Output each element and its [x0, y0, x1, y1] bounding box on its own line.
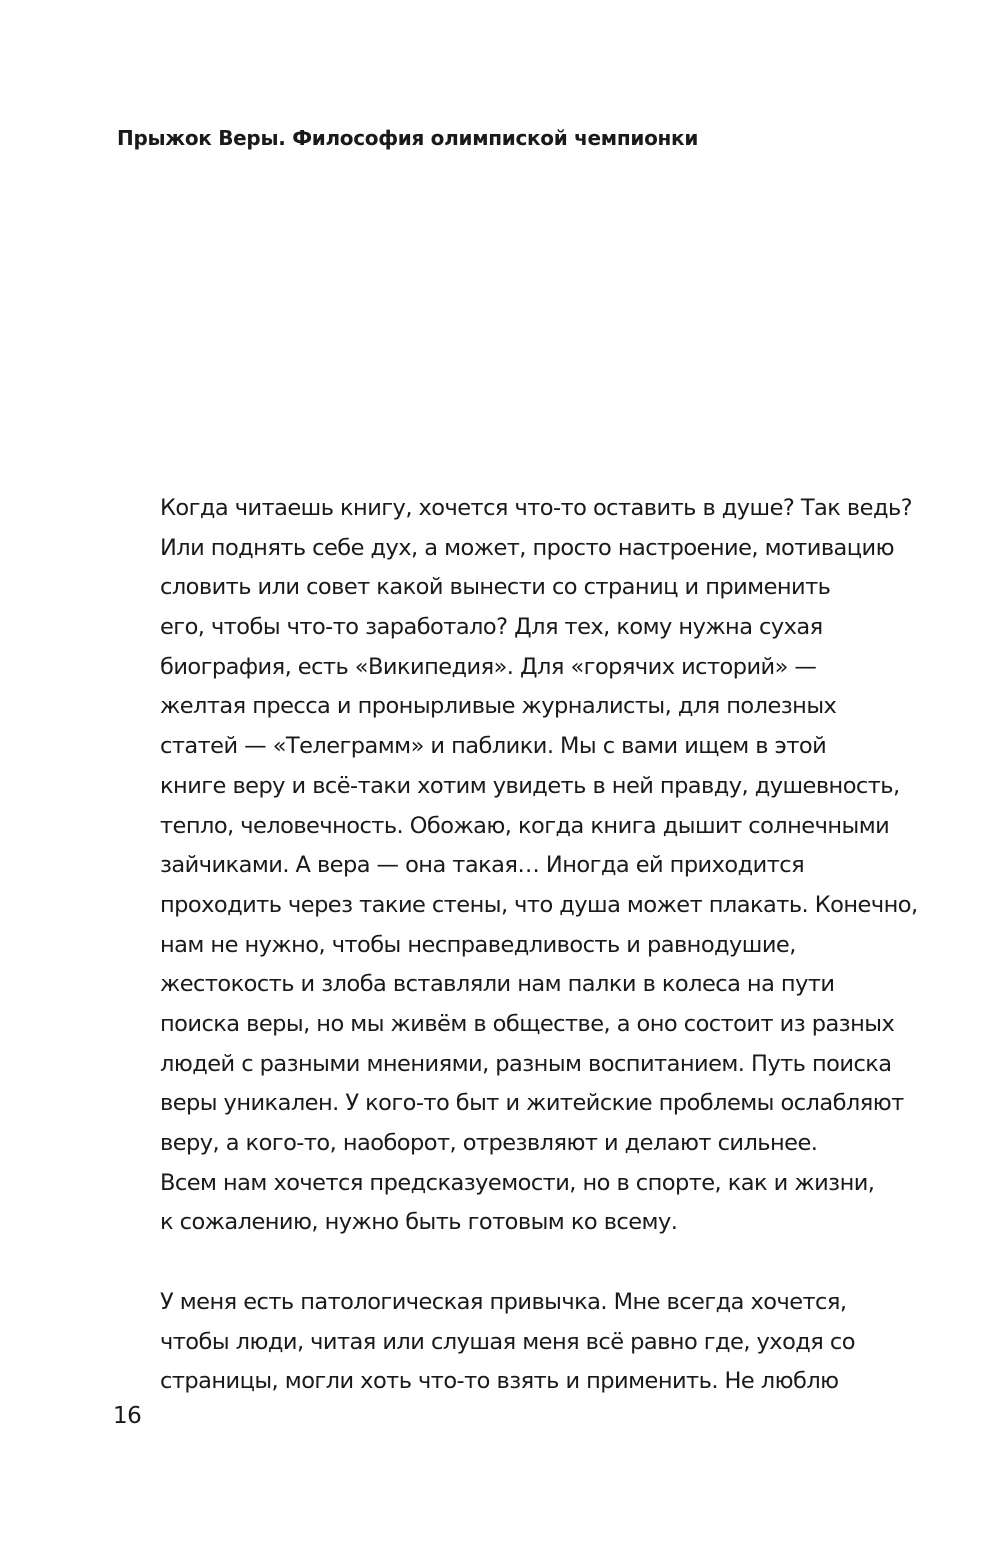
- paragraph-1: [160, 489, 940, 1243]
- text-line: чтобы люди, читая или слушая меня всё равно где, уходя со: [160, 1328, 855, 1355]
- text-line: У меня есть патологическая привычка. Мне всегда хочется,: [160, 1289, 847, 1316]
- text-line: тепло, человечность. Обожаю, когда книга дышит солнечными: [160, 812, 890, 839]
- text-line: статей — «Телеграмм» и паблики. Мы с вами ищем в этой: [160, 733, 827, 760]
- text-line: желтая пресса и пронырливые журналисты, для полезных: [160, 693, 837, 720]
- text-line: книге веру и всё-таки хотим увидеть в ней правду, душевность,: [160, 772, 900, 799]
- text-line: нам не нужно, чтобы несправедливость и равнодушие,: [160, 931, 796, 958]
- text-line: Когда читаешь книгу, хочется что-то оставить в душе? Так ведь?: [160, 495, 913, 521]
- text-line: его, чтобы что-то заработало? Для тех, кому нужна сухая: [160, 614, 823, 641]
- text-line: страницы, могли хоть что-то взять и применить. Не люблю: [160, 1368, 839, 1395]
- text-line: словить или совет какой вынести со страниц и применить: [160, 574, 831, 601]
- body-text: [160, 489, 940, 1402]
- text-line: веру, а кого-то, наоборот, отрезвляют и делают сильнее.: [160, 1130, 818, 1156]
- text-line: жестокость и злоба вставляли нам палки в колеса на пути: [160, 971, 835, 998]
- running-header: Прыжок Веры. Философия олимпиской чемпионки: [117, 126, 699, 150]
- text-line: людей с разными мнениями, разным воспитанием. Путь поиска: [160, 1050, 892, 1077]
- text-line: биография, есть «Википедия». Для «горячих историй» —: [160, 653, 817, 680]
- page-number: 16: [113, 1403, 142, 1429]
- paragraph-2: [160, 1283, 940, 1402]
- text-line: зайчиками. А вера — она такая… Иногда ей приходится: [160, 852, 805, 879]
- text-line: веры уникален. У кого-то быт и житейские проблемы ослабляют: [160, 1090, 904, 1117]
- text-line: Или поднять себе дух, а может, просто настроение, мотивацию: [160, 534, 895, 561]
- text-line: проходить через такие стены, что душа может плакать. Конечно,: [160, 891, 918, 918]
- text-line: Всем нам хочется предсказуемости, но в спорте, как и жизни,: [160, 1169, 875, 1196]
- text-line: к сожалению, нужно быть готовым ко всему.: [160, 1209, 678, 1236]
- text-line: поиска веры, но мы живём в обществе, а оно состоит из разных: [160, 1010, 895, 1037]
